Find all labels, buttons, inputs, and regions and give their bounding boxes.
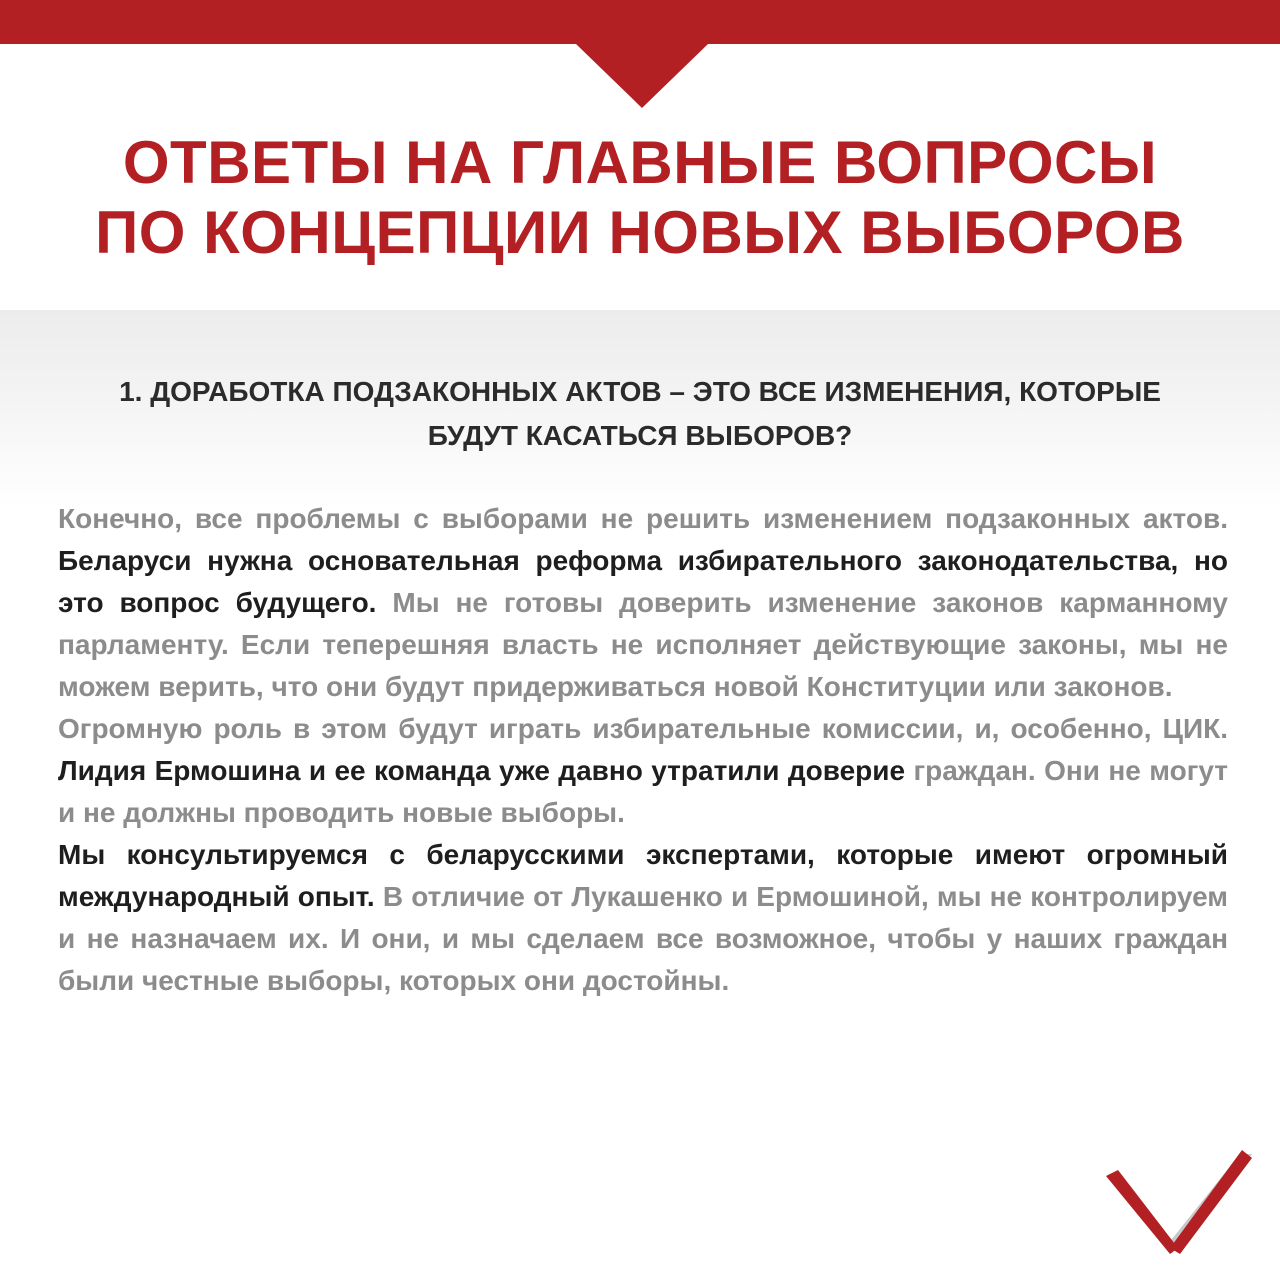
question-line-1: 1. ДОРАБОТКА ПОДЗАКОННЫХ АКТОВ – ЭТО ВСЕ ИЗМЕНЕНИЯ, КОТОРЫЕ [119, 376, 1161, 407]
answer-paragraph-2 [58, 708, 1228, 834]
answer-text-emphasis: Беларуси нужна основательная реформа избирательного законодательства, но это вопрос будущего. [58, 545, 1228, 618]
answer-paragraph-1 [58, 498, 1228, 708]
answer-text-emphasis: Мы консультируемся с беларусскими экспертами, которые имеют огромный международный опыт. [58, 839, 1228, 912]
answer-text-gray: граждан. Они не могут и не должны проводить новые выборы. [58, 755, 1228, 828]
answer-text-gray: Конечно, все проблемы с выборами не решить изменением подзаконных актов. [58, 503, 1228, 534]
check-mark-right-stroke [1170, 1150, 1252, 1254]
check-mark-icon [1100, 1140, 1260, 1260]
answer-text-gray: Огромную роль в этом будут играть избирательные комиссии, и, особенно, ЦИК. [58, 713, 1228, 744]
answer-text-gray: В отличие от Лукашенко и Ермошиной, мы не контролируем и не назначаем их. И они, и мы сделаем все возможное, чтобы у наших граждан были честные выборы, которых они достойны. [58, 881, 1229, 996]
check-mark-left-stroke [1106, 1170, 1178, 1254]
title-line-1: ОТВЕТЫ НА ГЛАВНЫЕ ВОПРОСЫ [122, 129, 1158, 196]
question-heading [50, 370, 1230, 458]
page-title [0, 128, 1280, 268]
question-line-2: БУДУТ КАСАТЬСЯ ВЫБОРОВ? [427, 420, 853, 451]
answer-body [58, 498, 1228, 1002]
title-line-2: ПО КОНЦЕПЦИИ НОВЫХ ВЫБОРОВ [95, 199, 1185, 266]
header-band [0, 0, 1280, 112]
answer-paragraph-3 [58, 834, 1228, 1002]
chevron-down-icon [0, 0, 1280, 108]
answer-text-gray: Мы не готовы доверить изменение законов карманному парламенту. Если теперешняя власть не исполняет действующие законы, мы не можем верить, что они будут придерживаться новой Конституции или законов. [58, 587, 1228, 702]
answer-text-emphasis: Лидия Ермошина и ее команда уже давно утратили доверие [58, 755, 906, 786]
